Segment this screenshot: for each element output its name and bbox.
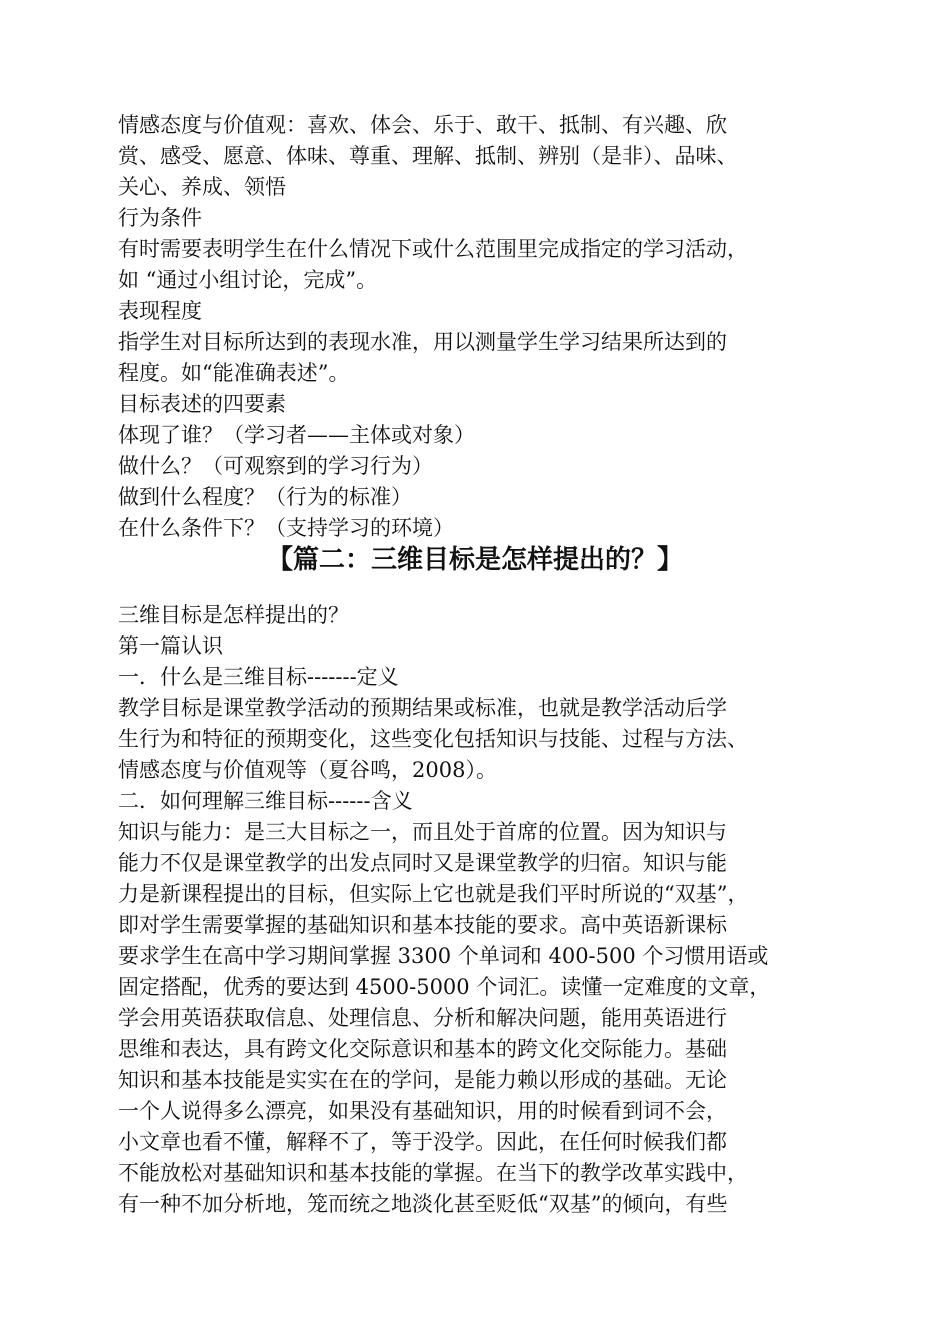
paragraph-line: 小文章也看不懂，解释不了，等于没学。因此，在任何时候我们都: [118, 1130, 727, 1154]
paragraph-line: 情感态度与价值观：喜欢、体会、乐于、敢干、抵制、有兴趣、欣: [118, 113, 727, 137]
paragraph-line: 固定搭配，优秀的要达到 4500-5000 个词汇。读懂一定难度的文章，: [118, 975, 771, 999]
paragraph-line: 生行为和特征的预期变化，这些变化包括知识与技能、过程与方法、: [118, 727, 748, 751]
paragraph-line: 知识和基本技能是实实在在的学问，是能力赖以形成的基础。无论: [118, 1068, 727, 1092]
list-item: 在什么条件下？（支持学习的环境）: [118, 516, 454, 540]
paragraph-line: 学会用英语获取信息、处理信息、分析和解决问题，能用英语进行: [118, 1006, 727, 1030]
subheading-line: 第一篇认识: [118, 634, 223, 658]
subheading-line: 目标表述的四要素: [118, 392, 286, 416]
subheading-line: 二．如何理解三维目标------含义: [118, 789, 413, 813]
paragraph-line: 有时需要表明学生在什么情况下或什么范围里完成指定的学习活动，: [118, 237, 748, 261]
list-item: 做到什么程度？（行为的标准）: [118, 485, 412, 509]
paragraph-line: 教学目标是课堂教学活动的预期结果或标准，也就是教学活动后学: [118, 696, 727, 720]
list-item: 体现了谁？（学习者——主体或对象）: [118, 423, 475, 447]
paragraph-line: 指学生对目标所达到的表现水准，用以测量学生学习结果所达到的: [118, 330, 727, 354]
paragraph-line: 情感态度与价值观等（夏谷鸣，2008）。: [118, 758, 497, 782]
paragraph-line: 要求学生在高中学习期间掌握 3300 个单词和 400-500 个习惯用语或: [118, 944, 769, 968]
paragraph-line: 程度。如“能准确表述”。: [118, 361, 350, 385]
paragraph-line: 有一种不加分析地，笼而统之地淡化甚至贬低“双基”的倾向，有些: [118, 1192, 728, 1216]
paragraph-line: 力是新课程提出的目标，但实际上它也就是我们平时所说的“双基”，: [118, 882, 749, 906]
paragraph-line: 三维目标是怎样提出的？: [118, 603, 349, 627]
paragraph-line: 一个人说得多么漂亮，如果没有基础知识，用的时候看到词不会，: [118, 1099, 727, 1123]
subheading-line: 表现程度: [118, 299, 202, 323]
paragraph-line: 能力不仅是课堂教学的出发点同时又是课堂教学的归宿。知识与能: [118, 851, 727, 875]
paragraph-line: 不能放松对基础知识和基本技能的掌握。在当下的教学改革实践中，: [118, 1161, 748, 1185]
paragraph-line: 即对学生需要掌握的基础知识和基本技能的要求。高中英语新课标: [118, 913, 727, 937]
paragraph-line: 思维和表达，具有跨文化交际意识和基本的跨文化交际能力。基础: [118, 1037, 727, 1061]
paragraph-line: 关心、养成、领悟: [118, 175, 286, 199]
subheading-line: 行为条件: [118, 206, 202, 230]
paragraph-line: 赏、感受、愿意、体味、尊重、理解、抵制、辨别（是非）、品味、: [118, 144, 738, 168]
paragraph-line: 知识与能力：是三大目标之一，而且处于首席的位置。因为知识与: [118, 820, 727, 844]
paragraph-line: 如 “通过小组讨论，完成”。: [118, 268, 378, 292]
section-heading: 【篇二：三维目标是怎样提出的？】: [266, 545, 683, 575]
subheading-line: 一．什么是三维目标-------定义: [118, 665, 399, 689]
list-item: 做什么？（可观察到的学习行为）: [118, 454, 433, 478]
